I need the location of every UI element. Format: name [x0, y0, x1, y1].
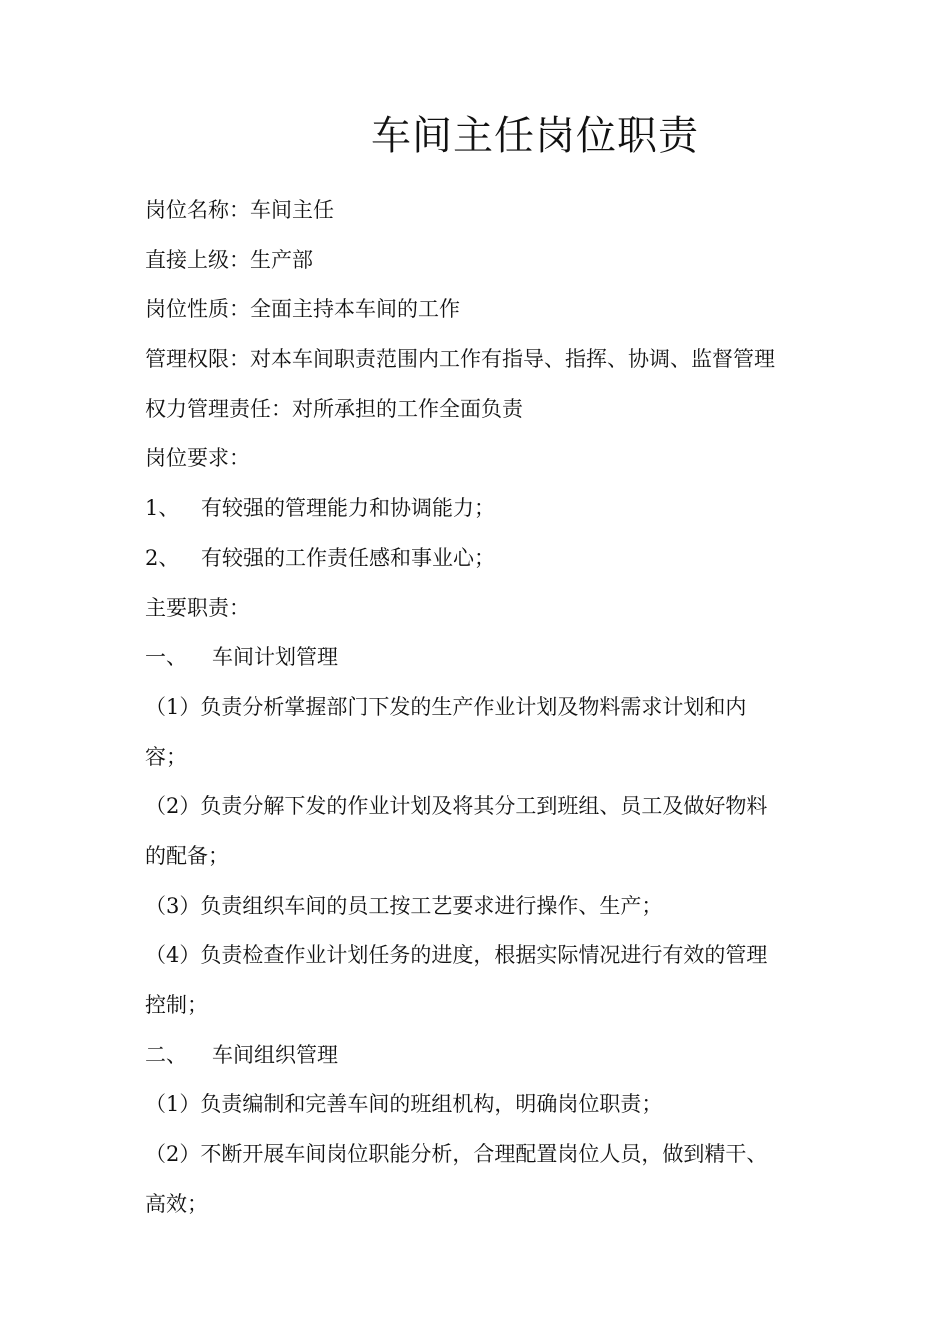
document-body	[145, 192, 815, 1235]
duty-item: （3）负责组织车间的员工按工艺要求进行操作、生产；	[145, 893, 663, 918]
section-number: 二、	[145, 1042, 187, 1067]
duty-item: （2）不断开展车间岗位职能分析，合理配置岗位人员，做到精干、	[145, 1142, 768, 1167]
authority-responsibility: 权力管理责任：对所承担的工作全面负责	[145, 396, 523, 421]
requirement-item	[145, 540, 815, 590]
duty-item-continued: 控制；	[145, 993, 208, 1017]
duty-item-continued: 的配备；	[145, 843, 229, 868]
duty-item: （4）负责检查作业计划任务的进度，根据实际情况进行有效的管理	[145, 943, 768, 968]
document-title: 车间主任岗位职责	[371, 113, 699, 159]
section-heading	[145, 1037, 815, 1087]
requirement-item	[145, 490, 815, 540]
main-duties-heading: 主要职责：	[145, 595, 250, 620]
duty-item-continued: 容；	[145, 744, 187, 769]
requirement-text: 有较强的管理能力和协调能力；	[201, 496, 495, 521]
management-authority: 管理权限：对本车间职责范围内工作有指导、指挥、协调、监督管理	[145, 347, 775, 372]
position-nature: 岗位性质：全面主持本车间的工作	[145, 297, 460, 322]
duty-item: （2）负责分解下发的作业计划及将其分工到班组、员工及做好物料	[145, 794, 768, 819]
position-name: 岗位名称：车间主任	[145, 198, 334, 222]
requirement-number: 2、	[145, 545, 180, 570]
duty-item-continued: 高效；	[145, 1191, 208, 1216]
section-heading	[145, 639, 815, 689]
section-title: 车间组织管理	[212, 1042, 338, 1067]
direct-superior: 直接上级：生产部	[145, 247, 313, 272]
requirement-number: 1、	[145, 496, 180, 521]
section-number: 一、	[145, 645, 187, 670]
duty-item: （1）负责分析掌握部门下发的生产作业计划及物料需求计划和内	[145, 694, 747, 719]
requirement-text: 有较强的工作责任感和事业心；	[201, 545, 495, 570]
section-title: 车间计划管理	[212, 645, 338, 670]
duty-item: （1）负责编制和完善车间的班组机构，明确岗位职责；	[145, 1092, 663, 1117]
position-requirements-heading: 岗位要求：	[145, 446, 250, 471]
